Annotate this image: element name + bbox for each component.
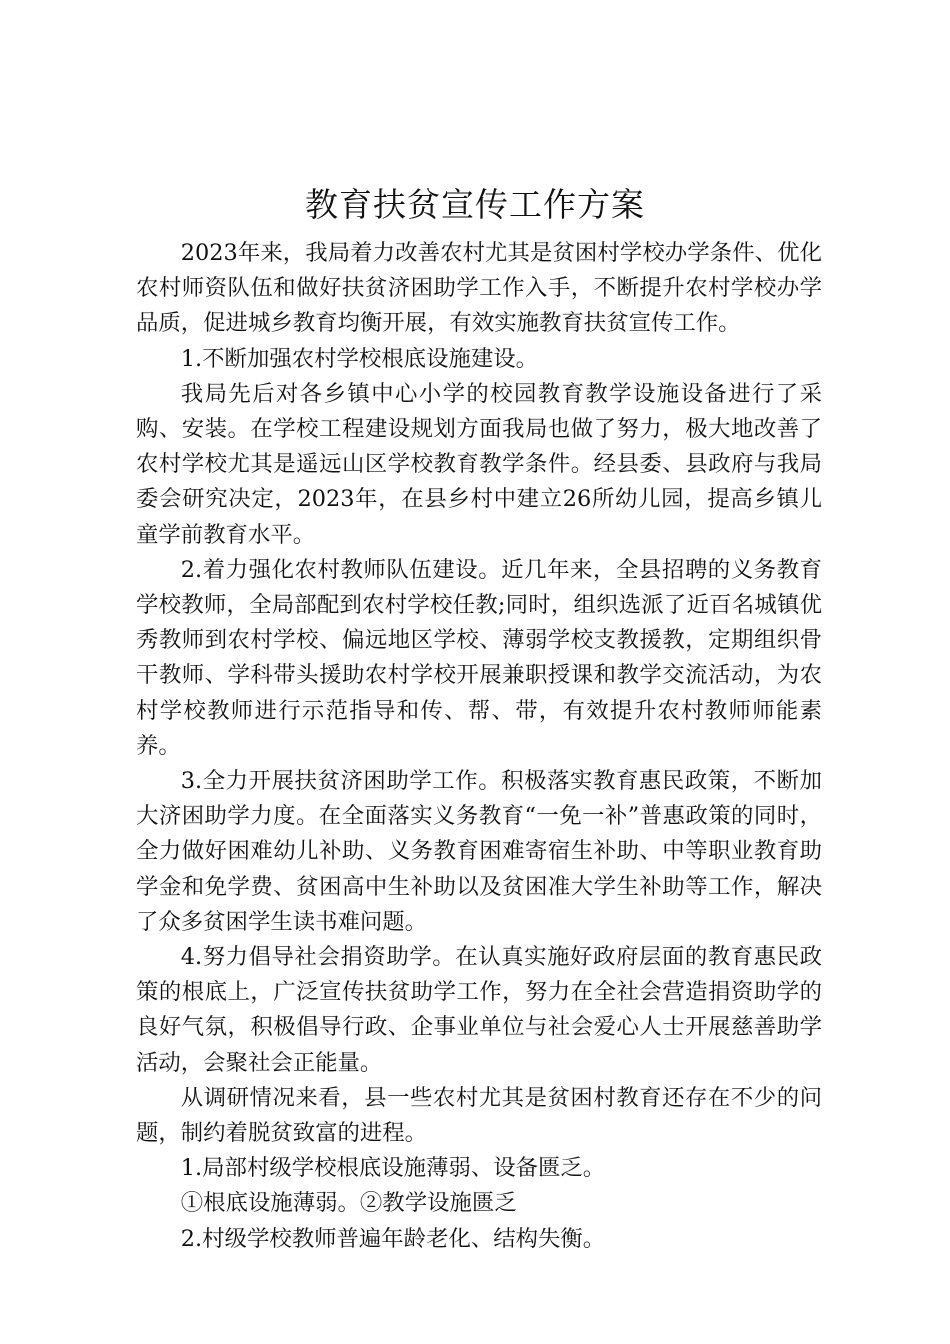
paragraph-intro: 2023年来，我局着力改善农村尤其是贫困村学校办学条件、优化农村师资队伍和做好扶贫济困助学工作入手，不断提升农村学校办学品质，促进城乡教育均衡开展，有效实施教育扶贫宣传工作。 xyxy=(136,240,822,337)
paragraph-survey: 从调研情况来看，县一些农村尤其是贫困村教育还存在不少的问题，制约着脱贫致富的进程。 xyxy=(136,1084,822,1147)
paragraph-issue-1: 1.局部村级学校根底设施薄弱、设备匮乏。 xyxy=(180,1155,606,1182)
paragraph-issue-1-detail: ①根底设施薄弱。②教学设施匮乏 xyxy=(180,1190,517,1217)
paragraph-issue-2: 2.村级学校教师普遍年龄老化、结构失衡。 xyxy=(180,1225,606,1252)
paragraph-donations: 4.努力倡导社会捐资助学。在认真实施好政府层面的教育惠民政策的根底上，广泛宣传扶贫助学工作，努力在全社会营造捐资助学的良好气氛，积极倡导行政、企事业单位与社会爱心人士开展慈善助学活动，会聚社会正能量。 xyxy=(136,944,822,1076)
document-body xyxy=(136,236,822,1257)
paragraph-teachers: 2.着力强化农村教师队伍建设。近几年来，全县招聘的义务教育学校教师，全局部配到农村学校任教;同时，组织选派了近百名城镇优秀教师到农村学校、偏远地区学校、薄弱学校支教援教，定期组织骨干教师、学科带头援助农村学校开展兼职授课和教学交流活动，为农村学校教师进行示范指导和传、帮、带，有效提升农村教师师能素养。 xyxy=(136,556,822,759)
paragraph-facilities: 我局先后对各乡镇中心小学的校园教育教学设施设备进行了采购、安装。在学校工程建设规划方面我局也做了努力，极大地改善了农村学校尤其是遥远山区学校教育教学条件。经县委、县政府与我局委会研究决定，2023年，在县乡村中建立26所幼儿园，提高乡镇儿童学前教育水平。 xyxy=(136,380,822,548)
document-title: 教育扶贫宣传工作方案 xyxy=(305,185,645,224)
paragraph-heading-1: 1.不断加强农村学校根底设施建设。 xyxy=(180,345,539,372)
paragraph-poverty-aid: 3.全力开展扶贫济困助学工作。积极落实教育惠民政策，不断加大济困助学力度。在全面落实义务教育“一免一补”普惠政策的同时，全力做好困难幼儿补助、义务教育困难寄宿生补助、中等职业教育助学金和免学费、贫困高中生补助以及贫困准大学生补助等工作，解决了众多贫困学生读书难问题。 xyxy=(136,768,822,935)
